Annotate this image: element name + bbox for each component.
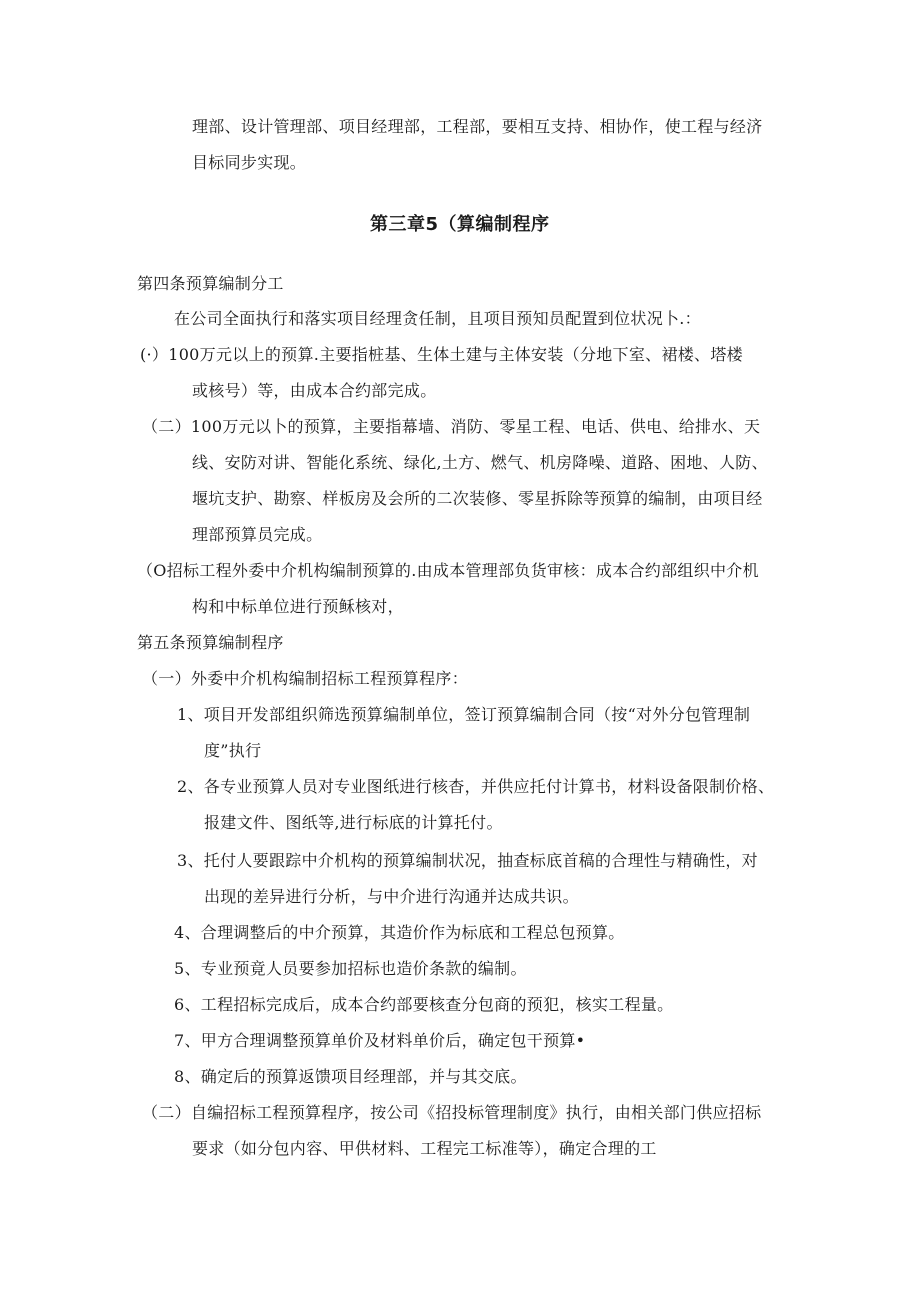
- article4-item1-line2: 或核号）等，由成本合约部完成。: [192, 381, 437, 400]
- step1-line2: 度”执行: [204, 741, 262, 760]
- article5-section2-line2: 要求（如分包内容、甲供材料、工程完工标准等），确定合理的工: [192, 1139, 657, 1158]
- article4-title: 第四条预算编制分工: [137, 274, 284, 293]
- step6: 6、工程招标完成后，成本合约部要核查分包商的预犯，核实工程量。: [174, 995, 674, 1014]
- step4: 4、合理调整后的中介预算，其造价作为标底和工程总包预算。: [174, 923, 625, 942]
- step3-line2: 出现的差异进行分析，与中介进行沟通并达成共识。: [204, 887, 579, 906]
- article4-intro: 在公司全面执行和落实项目经理贪任制，且项目预知员配置到位状况卜.：: [174, 309, 701, 328]
- chapter-title: 第三章5（算编制程序: [370, 214, 550, 235]
- article4-item2-line4: 理部预算员完成。: [192, 525, 323, 544]
- step1-line1: 1、项目开发部组织筛选预算编制单位，签订预算编制合同（按“对外分包管理制: [177, 705, 751, 724]
- article5-title: 第五条预算编制程序: [137, 633, 284, 652]
- step2-line1: 2、各专业预算人员对专业图纸进行核杳，并供应托付计算书，材料设备限制价格、: [177, 777, 775, 796]
- article4-item3-line2: 构和中标单位进行预稣核对，: [192, 597, 404, 616]
- article4-item2-line2: 线、安防对讲、智能化系统、绿化,土方、燃气、机房降噪、道路、困地、人防、: [192, 453, 768, 472]
- step2-line2: 报建文件、图纸等,进行标底的计算托付。: [204, 813, 503, 832]
- article4-item1-line1: (·）100万元以上的预算.主要指桩基、生体土建与主体安装（分地下室、裙楼、塔楼: [140, 345, 743, 364]
- step5: 5、专业预竟人员要参加招标也造价条款的编制。: [174, 959, 527, 978]
- article4-item3-line1: （O招标工程外委中介机构编制预算的.由成本管理部负货审核：成本合约部组织中介机: [137, 561, 759, 580]
- intro-line-1: 理部、设计管理部、项目经理部，工程部，要相互支持、相协作，使工程与经济: [192, 117, 763, 136]
- article4-item2-line1: （二）100万元以卜的预算，主要指幕墙、消防、零星工程、电话、供电、给排水、天: [142, 417, 761, 436]
- intro-line-2: 目标同步实现。: [192, 153, 307, 172]
- step7: 7、甲方合理调整预算单价及材料单价后，确定包干预算•: [174, 1031, 586, 1050]
- step3-line1: 3、托付人要跟踪中介机构的预算编制状况，抽查标底首稿的合理性与精确性，对: [177, 851, 758, 870]
- article4-item2-line3: 堰坑支护、勘察、样板房及会所的二次装修、零星拆除等预算的编制，由项目经: [192, 489, 763, 508]
- article5-section1-title: （一）外委中介机构编制招标工程预算程序：: [142, 669, 469, 688]
- article5-section2-line1: （二）自编招标工程预算程序，按公司《招投标管理制度》执行，由相关部门供应招标: [142, 1103, 762, 1122]
- step8: 8、确定后的预算返馈项目经理部，并与其交底。: [174, 1067, 527, 1086]
